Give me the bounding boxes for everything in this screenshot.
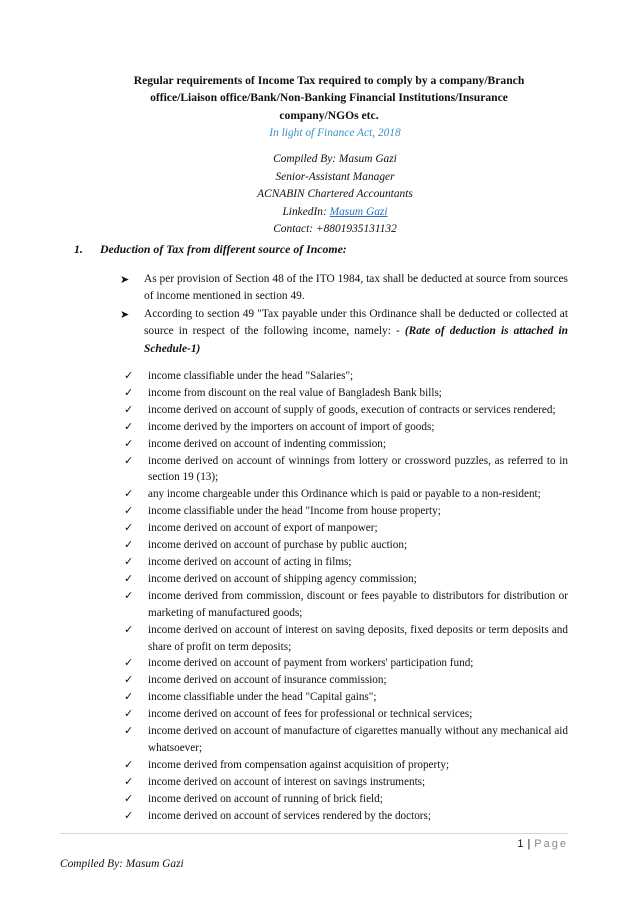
checklist-item-text: income derived from commission, discount or fees payable to distributors for distribution or marketing of manufactured goods; [148, 589, 568, 619]
checklist-item [122, 453, 568, 487]
checklist-item [122, 757, 568, 774]
schedule-reference: (Rate of deduction is attached in Schedule-1) [144, 325, 568, 355]
checklist-item [122, 571, 568, 588]
checkmark-bullet-icon: ✓ [124, 571, 134, 585]
checklist-item-text: income derived on account of interest on saving deposits, fixed deposits or term deposits and share of profit on term deposits; [148, 623, 568, 653]
checkmark-bullet-icon: ✓ [124, 521, 134, 535]
checklist-item-text: income derived by the importers on account of import of goods; [148, 420, 435, 433]
checkmark-bullet-icon: ✓ [124, 436, 134, 450]
checklist-item [122, 402, 568, 419]
title-line: company/NGOs etc. [279, 108, 379, 122]
page-label: Page [534, 838, 568, 850]
section-heading [74, 242, 347, 257]
checklist-item [122, 588, 568, 622]
checkmark-bullet-icon: ✓ [124, 588, 134, 602]
arrow-bullet-icon: ➤ [120, 273, 130, 286]
page-number-separator: | [527, 838, 531, 850]
checkmark-bullet-icon: ✓ [124, 419, 134, 433]
author-contact: Contact: +8801935131132 [273, 223, 397, 236]
checklist-item [122, 689, 568, 706]
section-heading-text: Deduction of Tax from different source of Income: [100, 242, 347, 256]
page-number [517, 838, 568, 850]
document-subtitle: In light of Finance Act, 2018 [269, 127, 401, 139]
list-item-text: According to section 49 "Tax payable under this Ordinance shall be deducted or collected at source in respect of the following income, namely: - [144, 307, 568, 338]
checkmark-bullet-icon: ✓ [124, 504, 134, 518]
checklist-item-text: income derived on account of running of brick field; [148, 792, 383, 805]
checklist-item [122, 368, 568, 385]
checkmark-bullet-icon: ✓ [124, 487, 134, 501]
checklist-item-text: income derived on account of winnings from lottery or crossword puzzles, as referred to in section 19 (13); [148, 454, 568, 484]
checkmark-bullet-icon: ✓ [124, 538, 134, 552]
author-position: Senior-Assistant Manager [275, 170, 395, 183]
checklist-item-text: income derived on account of purchase by public auction; [148, 539, 408, 552]
checkmark-bullet-icon: ✓ [124, 385, 134, 399]
list-item-text: As per provision of Section 48 of the ITO 1984, tax shall be deducted at source from sources of income mentioned in section 49. [144, 273, 568, 303]
title-line: Regular requirements of Income Tax required to comply by a company/Branch [133, 74, 525, 87]
checklist-item-text: income classifiable under the head "Salaries"; [148, 370, 354, 382]
checkmark-bullet-icon: ✓ [124, 774, 134, 788]
checklist-item-text: income derived on account of interest on savings instruments; [148, 775, 426, 788]
checklist-item-text: income derived on account of acting in films; [148, 555, 352, 568]
checklist-item-text: income derived on account of services rendered by the doctors; [148, 809, 431, 822]
footer-divider [60, 833, 568, 834]
checklist-item [122, 791, 568, 808]
checklist-item [122, 622, 568, 656]
checkmark-bullet-icon: ✓ [124, 791, 134, 805]
checklist-item [122, 808, 568, 825]
title-line: office/Liaison office/Bank/Non-Banking Financial Institutions/Insurance [150, 91, 508, 105]
checklist-item [122, 436, 568, 453]
checkmark-bullet-icon: ✓ [124, 402, 134, 416]
checklist-item-text: income derived on account of supply of goods, execution of contracts or services rendered; [148, 403, 556, 416]
checkmark-bullet-icon: ✓ [124, 724, 134, 738]
checkmark-bullet-icon: ✓ [124, 673, 134, 687]
checklist-item-text: income derived on account of indenting commission; [148, 437, 386, 450]
checklist-item-text: income derived on account of payment from workers' participation fund; [148, 657, 474, 670]
checklist-item [122, 723, 568, 757]
linkedin-label: LinkedIn: [282, 205, 330, 218]
checkmark-bullet-icon: ✓ [124, 656, 134, 670]
checkmark-bullet-icon: ✓ [124, 622, 134, 636]
checklist-item-text: income from discount on the real value of Bangladesh Bank bills; [148, 386, 442, 399]
checkmark-bullet-icon: ✓ [124, 757, 134, 771]
checklist-item [122, 503, 568, 520]
checklist-item-text: income derived on account of export of manpower; [148, 522, 378, 535]
checkmark-bullet-icon: ✓ [124, 554, 134, 568]
checklist-item-text: income classifiable under the head "Income from house property; [148, 505, 441, 518]
checkmark-bullet-icon: ✓ [124, 369, 134, 382]
page-number-value: 1 [517, 838, 524, 850]
checklist-item-text: any income chargeable under this Ordinance which is paid or payable to a non-resident; [148, 488, 541, 501]
arrow-bullet-list [116, 271, 568, 358]
checklist-item [122, 774, 568, 791]
checklist-item-text: income derived from compensation against acquisition of property; [148, 758, 450, 771]
linkedin-line [170, 204, 500, 222]
checklist-item [122, 554, 568, 571]
checklist-item [122, 486, 568, 503]
checkmark-bullet-icon: ✓ [124, 707, 134, 721]
checklist-item [122, 706, 568, 723]
list-item [116, 271, 568, 306]
checklist-item [122, 520, 568, 537]
compiled-by: Compiled By: Masum Gazi [273, 153, 397, 165]
author-block [170, 151, 500, 239]
checklist-item [122, 419, 568, 436]
arrow-bullet-icon: ➤ [120, 307, 130, 321]
checklist-item [122, 537, 568, 554]
checklist-item-text: income derived on account of manufacture of cigarettes manually without any mechanical aid whatsoever; [148, 725, 568, 754]
checklist-item-text: income derived on account of shipping agency commission; [148, 572, 417, 585]
checklist-item [122, 672, 568, 689]
author-firm: ACNABIN Chartered Accountants [257, 188, 413, 201]
list-item [116, 306, 568, 358]
linkedin-link[interactable]: Masum Gazi [329, 205, 388, 218]
checklist-item [122, 385, 568, 402]
checkmark-bullet-icon: ✓ [124, 453, 134, 467]
checklist-item-text: income classifiable under the head "Capital gains"; [148, 691, 377, 704]
section-number: 1. [74, 242, 83, 256]
checklist-item [122, 655, 568, 672]
checklist-item-text: income derived on account of fees for professional or technical services; [148, 708, 473, 721]
income-checklist [122, 368, 568, 824]
checkmark-bullet-icon: ✓ [124, 690, 134, 704]
footer-credit: Compiled By: Masum Gazi [60, 858, 184, 870]
document-title [95, 72, 563, 124]
checklist-item-text: income derived on account of insurance commission; [148, 674, 387, 687]
checkmark-bullet-icon: ✓ [124, 808, 134, 822]
